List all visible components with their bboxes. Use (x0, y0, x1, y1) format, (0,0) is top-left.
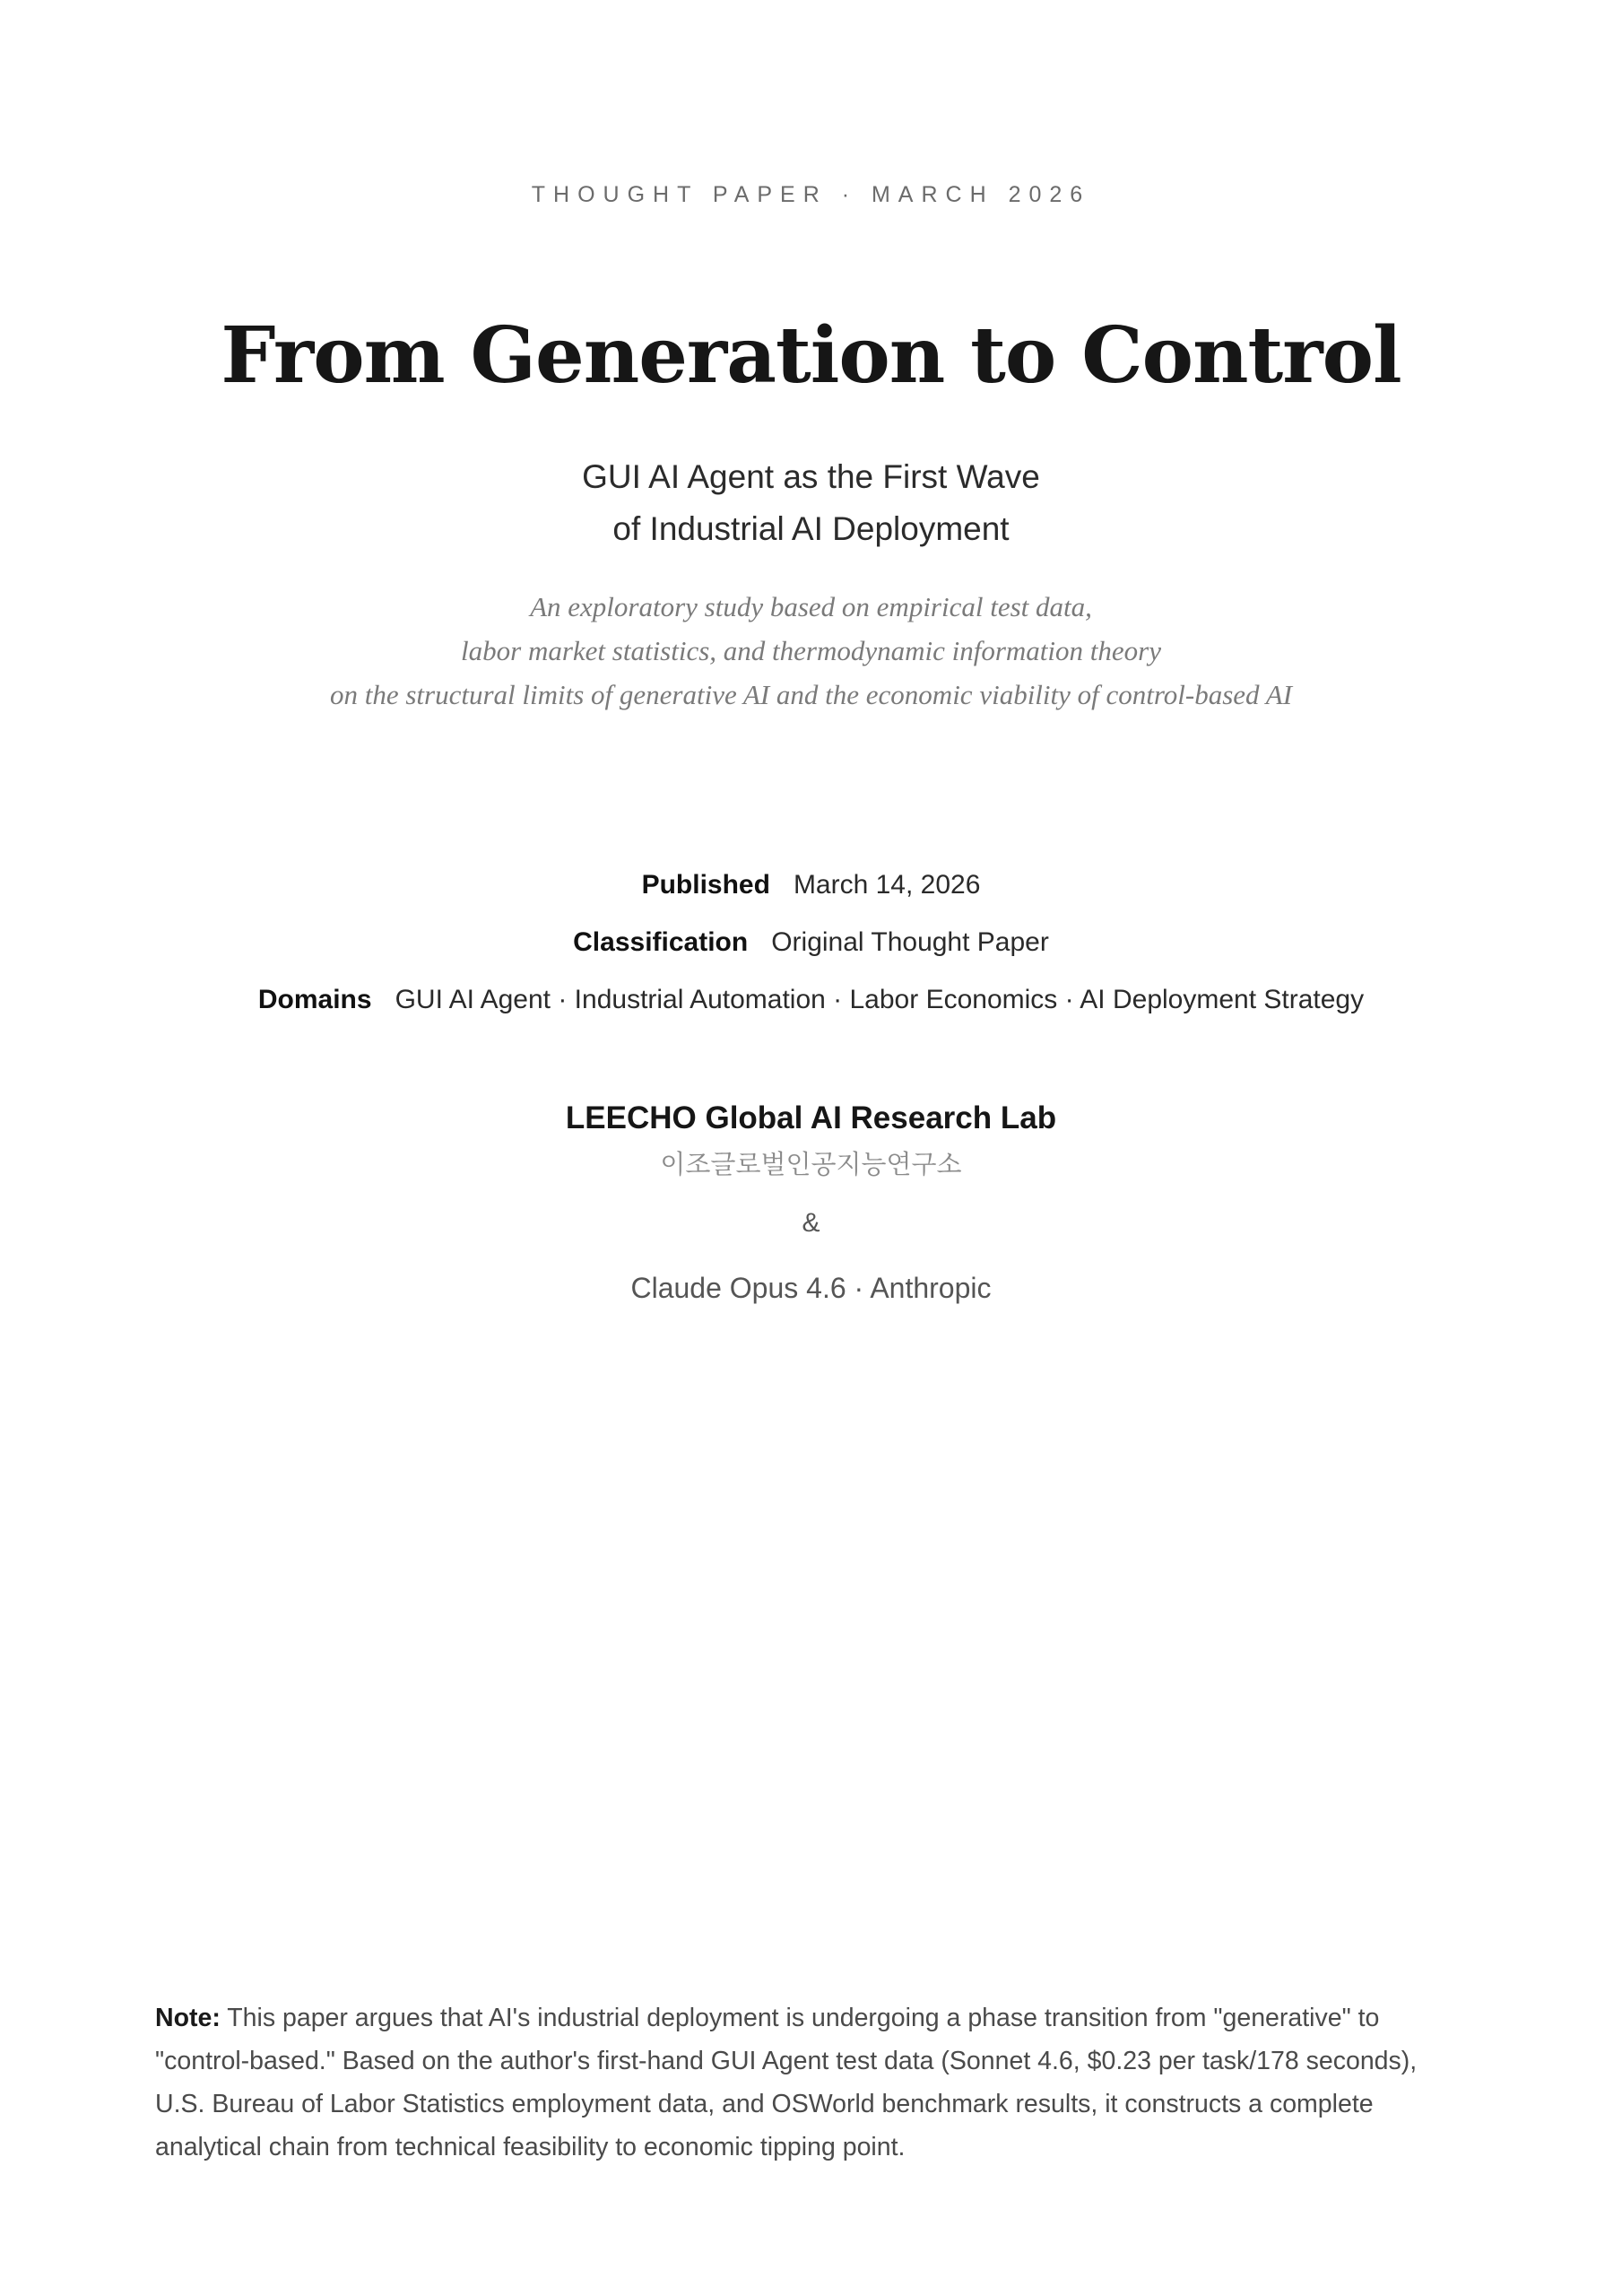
subtitle-line: of Industrial AI Deployment (612, 510, 1010, 547)
paper-eyebrow: THOUGHT PAPER · MARCH 2026 (531, 182, 1091, 207)
author-affiliation (0, 1096, 1622, 1308)
paper-subtitle (0, 451, 1622, 555)
note-line: U.S. Bureau of Labor Statistics employment data, and OSWorld benchmark results, it constructs a complete (155, 2090, 1374, 2118)
note-label: Note: (155, 2004, 221, 2032)
abstract-line: labor market statistics, and thermodynamic information theory (461, 635, 1161, 666)
meta-published-value: March 14, 2026 (793, 870, 981, 900)
meta-domains-value: GUI AI Agent · Industrial Automation · Labor Economics · AI Deployment Strategy (395, 985, 1365, 1014)
paper-metadata (0, 857, 1622, 1029)
subtitle-line: GUI AI Agent as the First Wave (582, 458, 1040, 495)
note-text: This paper argues that AI's industrial deployment is undergoing a phase transition from "generative" to (220, 2004, 1380, 2032)
note-line: "control-based." Based on the author's first-hand GUI Agent test data (Sonnet 4.6, $0.23 per task/178 seconds), (155, 2047, 1418, 2075)
abstract-line: on the structural limits of generative AI and the economic viability of control-based AI (329, 679, 1293, 710)
paper-note (155, 1996, 1482, 2169)
meta-classification-label: Classification (573, 927, 749, 957)
note-line: analytical chain from technical feasibility to economic tipping point. (155, 2133, 906, 2161)
ampersand: & (802, 1208, 820, 1238)
paper-abstract (0, 585, 1622, 717)
meta-published-label: Published (641, 870, 770, 900)
note-line (155, 1996, 1482, 2039)
lab-name: LEECHO Global AI Research Lab (565, 1100, 1057, 1135)
partner-name: Claude Opus 4.6 · Anthropic (630, 1272, 992, 1304)
meta-published-row (0, 857, 1622, 914)
meta-domains-row (0, 971, 1622, 1029)
meta-classification-row (0, 914, 1622, 971)
meta-classification-value: Original Thought Paper (771, 927, 1049, 957)
meta-domains-label: Domains (257, 985, 372, 1014)
lab-name-korean: 이조글로벌인공지능연구소 (660, 1149, 962, 1179)
abstract-line: An exploratory study based on empirical test data, (530, 591, 1092, 622)
paper-title: From Generation to Control (221, 310, 1401, 401)
